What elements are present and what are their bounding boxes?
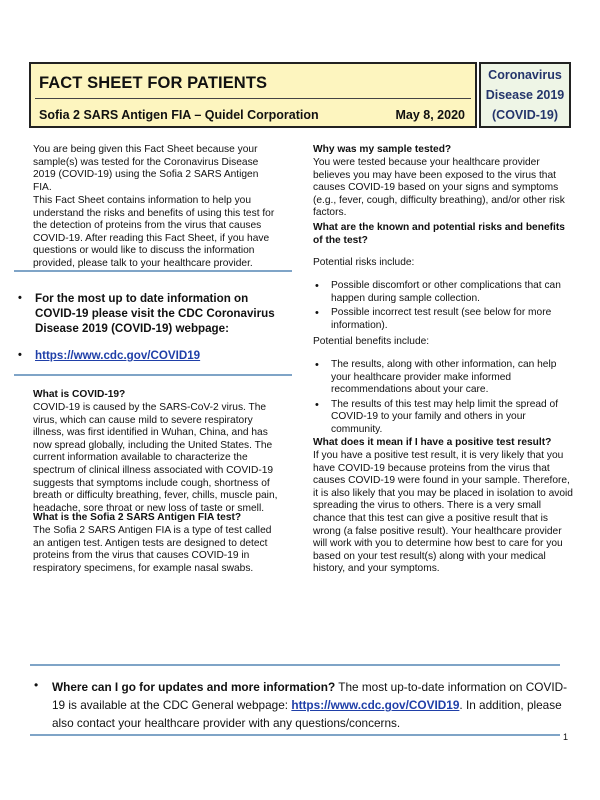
why-body: You were tested because your healthcare provider believes you may have been exposed to the virus that causes COVID-19 based on your signs and symptoms (e.g., fever, cough, difficulty breathing), and/or other risk factors. — [313, 157, 565, 219]
header-box — [29, 62, 477, 128]
badge-line-3: (COVID-19) — [492, 108, 558, 122]
section-divider — [14, 270, 292, 272]
benefits-list — [313, 359, 571, 439]
updates-question: Where can I go for updates and more information? — [52, 680, 336, 694]
bottom-info — [52, 678, 572, 732]
what-is-body: COVID-19 is caused by the SARS-CoV-2 virus. The virus, which can cause mild to severe respiratory illness, was first identified in Wuhan, China, and has now spread globally, including the United States. The current information available to characterize the spectrum of clinical illness associated with COVID-19 suggests that symptoms include cough, shortness of breath or difficulty breathing, fever, chills, muscle pain, headache, sore throat or new loss of taste or smell. — [33, 402, 278, 514]
updates-text-1: The most up-to-date information on COVID-19 is available at the CDC General webpage: — [52, 680, 568, 712]
page-title: FACT SHEET FOR PATIENTS — [39, 74, 268, 92]
list-item: • Possible discomfort or other complications that can happen during sample collection. — [313, 280, 571, 305]
positive-heading: What does it mean if I have a positive test result? — [313, 437, 552, 448]
test-body: The Sofia 2 SARS Antigen FIA is a type of test called an antigen test. Antigen tests are designed to detect proteins from the virus that causes COVID-19 in respiratory specimens, for example nasal swabs. — [33, 525, 272, 574]
page-number: 1 — [563, 732, 569, 742]
bullet-dot: • — [18, 349, 22, 361]
cdc-general-link[interactable]: https://www.cdc.gov/COVID19 — [291, 698, 460, 712]
bullet-dot: • — [18, 292, 22, 304]
list-item: • The results, along with other information, can help your healthcare provider make informed recommendations about your care. — [313, 359, 571, 397]
list-item: • The results of this test may help limit the spread of COVID-19 to your family and others in your community. — [313, 399, 571, 437]
issue-date: May 8, 2020 — [395, 108, 465, 122]
disease-badge — [479, 62, 571, 128]
risks-list — [313, 280, 571, 334]
intro-paragraph-1: You are being given this Fact Sheet because your sample(s) was tested for the Coronavirus Disease 2019 (COVID-19) using the Sofia 2 SARS Antigen FIA. — [33, 144, 259, 193]
test-heading: What is the Sofia 2 SARS Antigen FIA test? — [33, 512, 242, 523]
badge-line-2: Disease 2019 — [485, 88, 565, 102]
benefits-intro: Potential benefits include: — [313, 336, 430, 347]
bottom-top-divider — [30, 664, 560, 666]
why-heading: Why was my sample tested? — [313, 144, 452, 155]
what-is-heading: What is COVID-19? — [33, 389, 126, 400]
bullet-dot: • — [34, 678, 39, 692]
cdc-link[interactable]: https://www.cdc.gov/COVID19 — [35, 349, 201, 362]
header-divider — [35, 98, 471, 99]
updates-text-2: . In addition, please also contact your healthcare provider with any questions/concerns. — [52, 698, 562, 730]
risks-intro: Potential risks include: — [313, 257, 415, 268]
positive-body: If you have a positive test result, it is very likely that you have COVID-19 because proteins from the virus that causes COVID-19 were found in your sample. Therefore, it is also likely that you may be placed in isolation to avoid spreading the virus to others. There is a very small chance that this test can give a positive result that is wrong (a false positive result). Your healthcare provider will work with you to determine how best to care for you based on your test result(s) along with your medical history, and your symptoms. — [313, 450, 573, 575]
product-name: Sofia 2 SARS Antigen FIA – Quidel Corporation — [39, 108, 319, 122]
cdc-bullet: For the most up to date information on COVID-19 please visit the CDC Coronavirus Disease 2019 (COVID-19) webpage: — [35, 292, 275, 335]
list-item: • Possible incorrect test result (see below for more information). — [313, 307, 571, 332]
badge-line-1: Coronavirus — [488, 68, 562, 82]
section-divider — [14, 374, 292, 376]
intro-paragraph-2: This Fact Sheet contains information to help you understand the risks and benefits of using this test for the detection of proteins from the virus that causes COVID-19. After reading this Fact Sheet, if you have questions or would like to discuss the information provided, please talk to your healthcare provider. — [33, 195, 275, 269]
risks-heading: What are the known and potential risks and benefits of the test? — [313, 222, 565, 246]
bottom-bottom-divider — [30, 734, 560, 736]
